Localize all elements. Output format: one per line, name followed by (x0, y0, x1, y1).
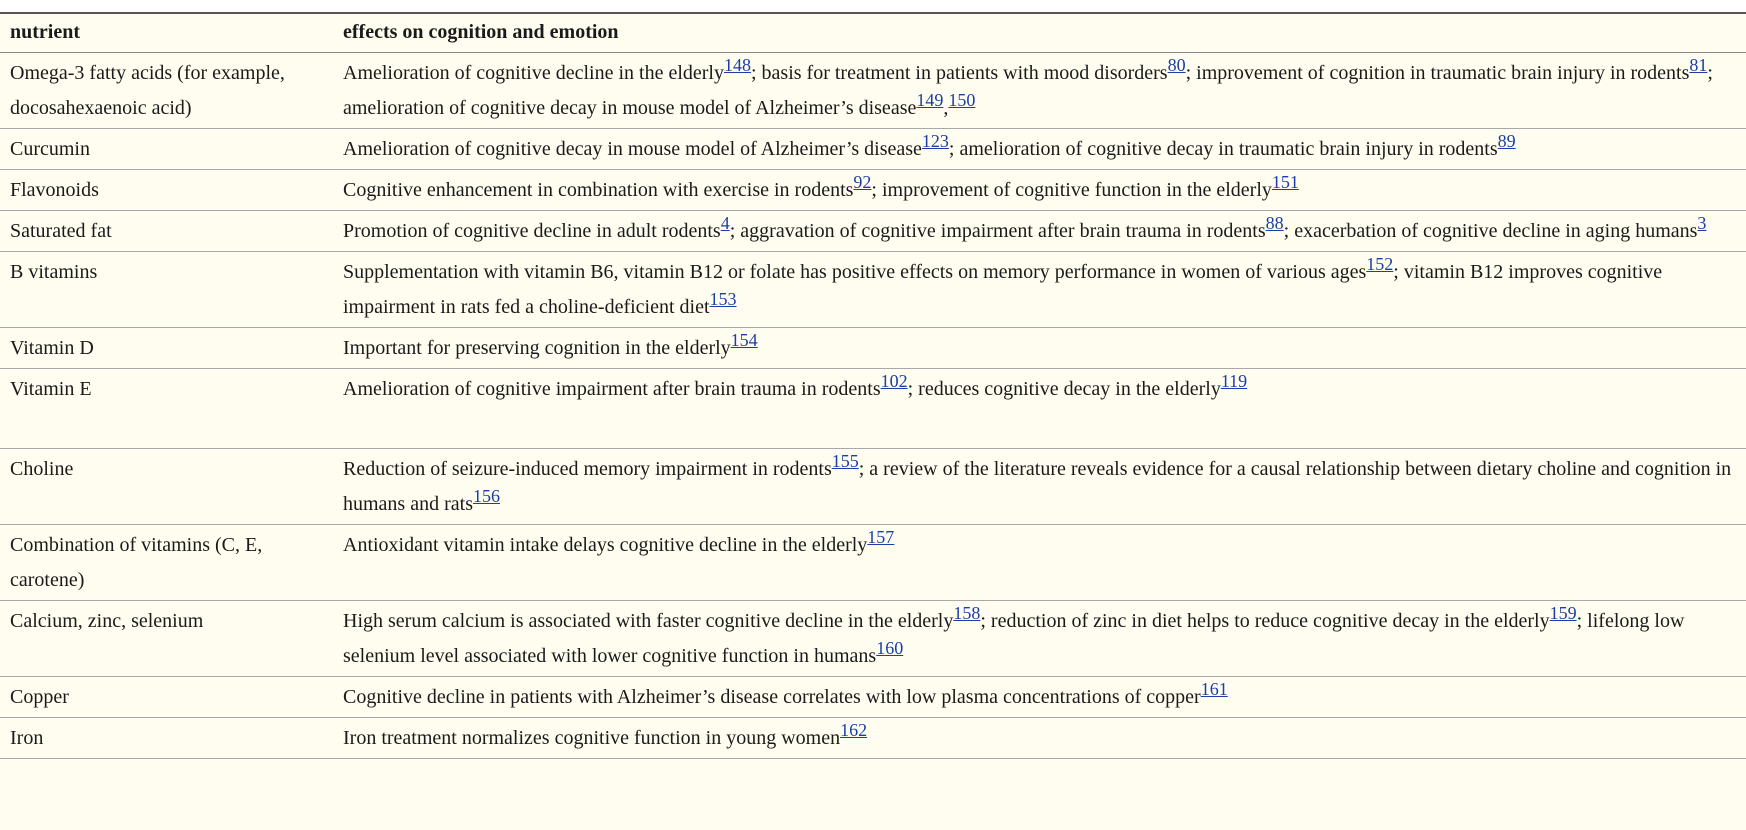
reference-link[interactable]: 150 (948, 90, 976, 110)
table-row (0, 53, 1746, 129)
effect-text: Important for preserving cognition in the elderly (343, 337, 731, 359)
effect-text: High serum calcium is associated with faster cognitive decline in the elderly (343, 610, 954, 632)
nutrient-cell: Copper (0, 677, 333, 718)
effects-cell (333, 170, 1746, 211)
nutrient-effects-table-container (0, 12, 1746, 830)
table-row (0, 601, 1746, 677)
effect-text: Supplementation with vitamin B6, vitamin B12 or folate has positive effects on memory performance in women of various ages (343, 261, 1367, 283)
nutrient-cell: Vitamin E (0, 369, 333, 449)
table-row (0, 449, 1746, 525)
effect-text: ; reduction of zinc in diet helps to reduce cognitive decay in the elderly (980, 610, 1550, 632)
effects-cell (333, 211, 1746, 252)
effect-text: Reduction of seizure-induced memory impairment in rodents (343, 458, 832, 480)
table-row (0, 718, 1746, 759)
nutrient-cell: Omega-3 fatty acids (for example, docosahexaenoic acid) (0, 53, 333, 129)
effects-cell (333, 53, 1746, 129)
nutrient-cell: Combination of vitamins (C, E, carotene) (0, 525, 333, 601)
effects-cell (333, 525, 1746, 601)
nutrient-cell: Vitamin D (0, 328, 333, 369)
reference-link[interactable]: 154 (730, 330, 758, 350)
nutrient-cell: Iron (0, 718, 333, 759)
reference-link[interactable]: 3 (1697, 213, 1707, 233)
reference-link[interactable]: 153 (709, 289, 737, 309)
effect-text: ; reduces cognitive decay in the elderly (907, 378, 1221, 400)
nutrient-effects-table (0, 14, 1746, 759)
reference-link[interactable]: 81 (1689, 55, 1708, 75)
table-header-row (0, 14, 1746, 53)
table-row (0, 170, 1746, 211)
reference-link[interactable]: 162 (840, 720, 868, 740)
table-row (0, 252, 1746, 328)
reference-link[interactable]: 155 (831, 451, 859, 471)
reference-link[interactable]: 102 (880, 371, 908, 391)
reference-link[interactable]: 156 (472, 486, 500, 506)
nutrient-cell: Saturated fat (0, 211, 333, 252)
reference-link[interactable]: 4 (720, 213, 730, 233)
table-row (0, 129, 1746, 170)
reference-link[interactable]: 148 (724, 55, 751, 75)
reference-link[interactable]: 160 (876, 638, 904, 658)
effects-cell (333, 252, 1746, 328)
header-effects: effects on cognition and emotion (333, 14, 1746, 53)
effects-cell (333, 601, 1746, 677)
reference-link[interactable]: 157 (867, 527, 895, 547)
effects-cell (333, 449, 1746, 525)
reference-link[interactable]: 158 (953, 603, 981, 623)
effect-text: Amelioration of cognitive impairment after brain trauma in rodents (343, 378, 881, 400)
reference-link[interactable]: 152 (1366, 254, 1394, 274)
reference-link[interactable]: 161 (1200, 679, 1228, 699)
table-row (0, 211, 1746, 252)
effect-text: ; improvement of cognition in traumatic brain injury in rodents (1185, 62, 1690, 84)
reference-link[interactable]: 89 (1497, 131, 1516, 151)
reference-link[interactable]: 88 (1265, 213, 1284, 233)
effect-text: Cognitive enhancement in combination with exercise in rodents (343, 179, 854, 201)
effects-cell (333, 129, 1746, 170)
table-row (0, 369, 1746, 449)
reference-link[interactable]: 80 (1167, 55, 1186, 75)
reference-link[interactable]: 159 (1549, 603, 1577, 623)
reference-link[interactable]: 151 (1271, 172, 1299, 192)
effect-text: ; a review of the literature reveals evidence for a causal relationship between dietary choline and cognition in humans and rats (343, 458, 1732, 515)
nutrient-cell: Flavonoids (0, 170, 333, 211)
effect-text: Antioxidant vitamin intake delays cognitive decline in the elderly (343, 534, 868, 556)
effect-text: ; amelioration of cognitive decay in mouse model of Alzheimer’s disease (343, 62, 1713, 119)
effect-text: ; amelioration of cognitive decay in traumatic brain injury in rodents (948, 138, 1498, 160)
effects-cell (333, 677, 1746, 718)
effect-text: Cognitive decline in patients with Alzheimer’s disease correlates with low plasma concentrations of copper (343, 686, 1201, 708)
effect-text: Promotion of cognitive decline in adult rodents (343, 220, 721, 242)
reference-link[interactable]: 92 (853, 172, 872, 192)
effect-text: Amelioration of cognitive decline in the elderly (343, 62, 724, 84)
effect-text: ; basis for treatment in patients with mood disorders (751, 62, 1168, 84)
reference-link[interactable]: 123 (921, 131, 949, 151)
effect-text: ; improvement of cognitive function in the elderly (871, 179, 1272, 201)
table-body (0, 53, 1746, 759)
reference-link[interactable]: 149 (916, 90, 944, 110)
effects-cell (333, 369, 1746, 449)
table-row (0, 677, 1746, 718)
effects-cell (333, 328, 1746, 369)
effect-text: ; exacerbation of cognitive decline in aging humans (1283, 220, 1698, 242)
table-row (0, 525, 1746, 601)
effect-text: Amelioration of cognitive decay in mouse model of Alzheimer’s disease (343, 138, 922, 160)
effect-text: , (943, 97, 949, 119)
header-nutrient: nutrient (0, 14, 333, 53)
effects-cell (333, 718, 1746, 759)
reference-link[interactable]: 119 (1220, 371, 1248, 391)
effect-text: Iron treatment normalizes cognitive function in young women (343, 727, 841, 749)
nutrient-cell: B vitamins (0, 252, 333, 328)
table-row (0, 328, 1746, 369)
nutrient-cell: Choline (0, 449, 333, 525)
effect-text: ; lifelong low selenium level associated with lower cognitive function in humans (343, 610, 1685, 667)
effect-text: ; aggravation of cognitive impairment after brain trauma in rodents (729, 220, 1266, 242)
effect-text: ; vitamin B12 improves cognitive impairment in rats fed a choline-deficient diet (343, 261, 1663, 318)
nutrient-cell: Curcumin (0, 129, 333, 170)
nutrient-cell: Calcium, zinc, selenium (0, 601, 333, 677)
